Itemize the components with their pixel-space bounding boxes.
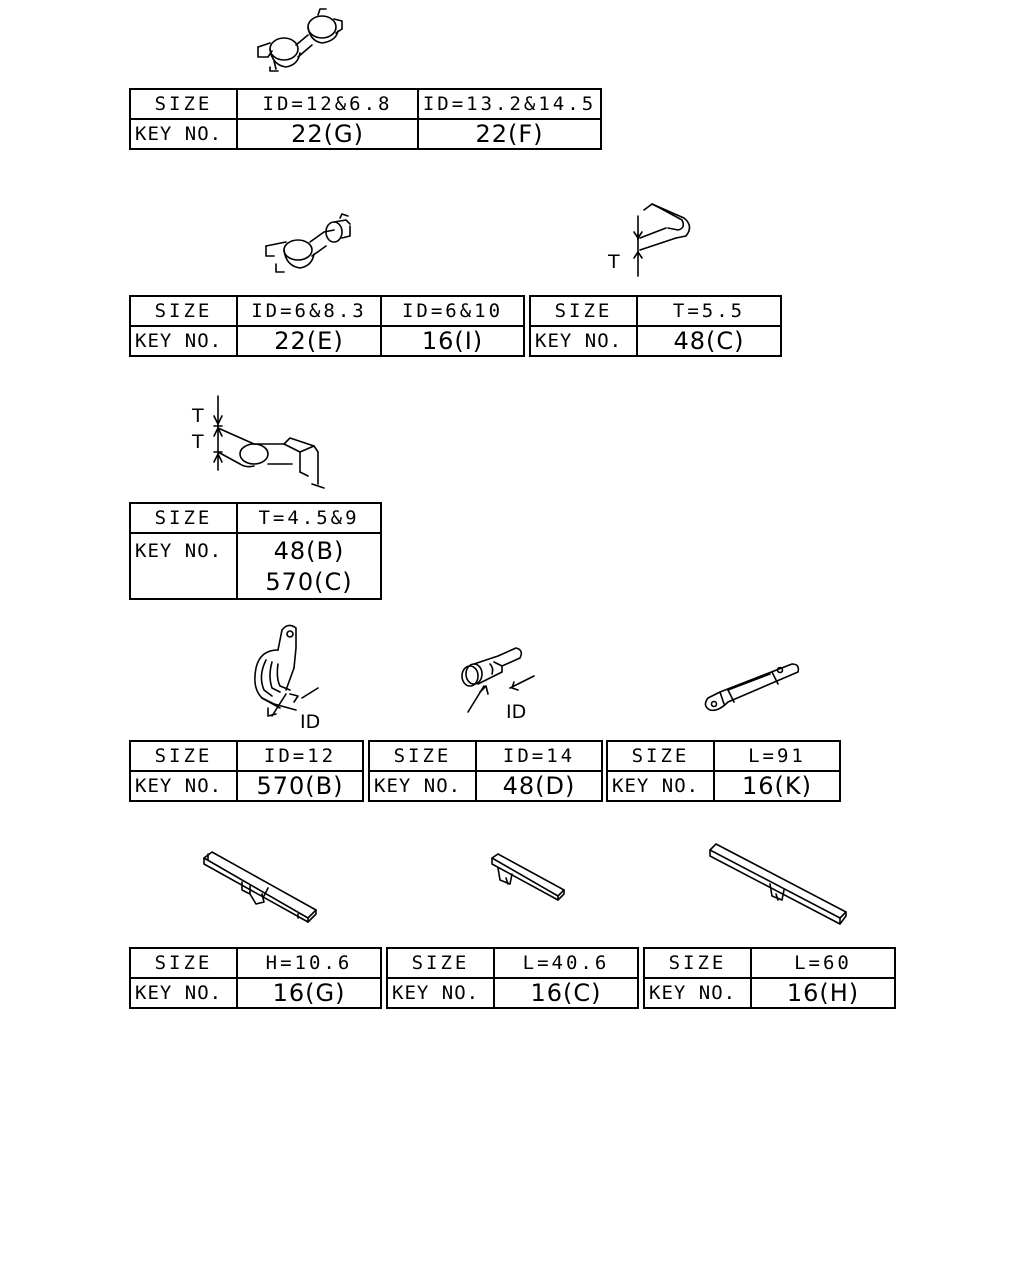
key-value: 16(G) bbox=[237, 978, 381, 1008]
size-row bbox=[130, 948, 381, 978]
size-label: SIZE bbox=[369, 741, 476, 771]
key-value: 22(F) bbox=[418, 119, 601, 149]
spec-table-3 bbox=[529, 295, 782, 357]
spec-table-2 bbox=[129, 295, 525, 357]
clamp-t45-9-illustration bbox=[188, 392, 338, 492]
key-no-label: KEY NO. bbox=[130, 978, 237, 1008]
size-value: ID=6&10 bbox=[381, 296, 524, 326]
t-dimension-label: T bbox=[608, 251, 620, 273]
key-value: 570(C) bbox=[265, 568, 353, 596]
size-label: SIZE bbox=[387, 948, 494, 978]
size-label: SIZE bbox=[130, 89, 237, 119]
key-value: 48(D) bbox=[476, 771, 602, 801]
size-value: ID=14 bbox=[476, 741, 602, 771]
strap-l60-illustration bbox=[704, 838, 854, 928]
key-row bbox=[644, 978, 895, 1008]
key-row bbox=[130, 533, 381, 599]
key-value: 48(C) bbox=[637, 326, 781, 356]
size-row bbox=[644, 948, 895, 978]
bracket-l91-illustration bbox=[698, 652, 808, 722]
size-row bbox=[130, 503, 381, 533]
key-row bbox=[369, 771, 602, 801]
key-no-label-text: KEY NO. bbox=[135, 540, 223, 562]
size-label: SIZE bbox=[130, 503, 237, 533]
spec-table-10 bbox=[643, 947, 896, 1009]
size-row bbox=[130, 296, 524, 326]
key-value: 22(E) bbox=[237, 326, 381, 356]
spec-table-9 bbox=[386, 947, 639, 1009]
key-no-label: KEY NO. bbox=[369, 771, 476, 801]
t-dimension-label-top: T bbox=[192, 405, 204, 427]
size-value: L=40.6 bbox=[494, 948, 638, 978]
key-row bbox=[130, 771, 363, 801]
key-value: 48(B) bbox=[273, 537, 345, 565]
strap-h106-illustration bbox=[198, 848, 322, 928]
spec-table-8 bbox=[129, 947, 382, 1009]
key-no-label: KEY NO. bbox=[607, 771, 714, 801]
size-value: T=4.5&9 bbox=[237, 503, 381, 533]
size-value: ID=12 bbox=[237, 741, 363, 771]
key-value: 22(G) bbox=[237, 119, 418, 149]
size-value: ID=12&6.8 bbox=[237, 89, 418, 119]
key-value: 16(H) bbox=[751, 978, 895, 1008]
clip-id12-illustration bbox=[232, 620, 342, 735]
spec-table-5 bbox=[129, 740, 364, 802]
key-no-label: KEY NO. bbox=[644, 978, 751, 1008]
key-value-cell bbox=[237, 533, 381, 599]
key-no-label: KEY NO. bbox=[130, 119, 237, 149]
clip-id14-illustration bbox=[454, 642, 554, 727]
size-row bbox=[530, 296, 781, 326]
size-label: SIZE bbox=[130, 741, 237, 771]
size-value: L=91 bbox=[714, 741, 840, 771]
size-row bbox=[130, 89, 601, 119]
size-value: L=60 bbox=[751, 948, 895, 978]
t-dimension-label-bottom: T bbox=[192, 431, 204, 453]
size-label: SIZE bbox=[130, 948, 237, 978]
double-clamp-2-illustration bbox=[262, 210, 362, 280]
key-no-label: KEY NO. bbox=[130, 326, 237, 356]
id-dimension-label: ID bbox=[300, 711, 321, 733]
key-no-label: KEY NO. bbox=[387, 978, 494, 1008]
key-value: 16(K) bbox=[714, 771, 840, 801]
spec-table-1 bbox=[129, 88, 602, 150]
double-clamp-1-illustration bbox=[250, 5, 360, 75]
size-label: SIZE bbox=[607, 741, 714, 771]
key-row bbox=[607, 771, 840, 801]
size-row bbox=[369, 741, 602, 771]
key-row bbox=[130, 978, 381, 1008]
strap-l406-illustration bbox=[484, 850, 574, 910]
key-no-label: KEY NO. bbox=[530, 326, 637, 356]
size-value: H=10.6 bbox=[237, 948, 381, 978]
size-label: SIZE bbox=[130, 296, 237, 326]
id-dimension-label: ID bbox=[506, 701, 527, 723]
size-row bbox=[607, 741, 840, 771]
size-row bbox=[130, 741, 363, 771]
spec-table-6 bbox=[368, 740, 603, 802]
key-row bbox=[130, 119, 601, 149]
spec-table-4 bbox=[129, 502, 382, 600]
key-value: 16(I) bbox=[381, 326, 524, 356]
size-value: ID=6&8.3 bbox=[237, 296, 381, 326]
clamp-t55-illustration bbox=[600, 198, 710, 288]
key-no-label bbox=[130, 533, 237, 599]
key-value: 16(C) bbox=[494, 978, 638, 1008]
key-value: 570(B) bbox=[237, 771, 363, 801]
spec-table-7 bbox=[606, 740, 841, 802]
size-value: ID=13.2&14.5 bbox=[418, 89, 601, 119]
key-row bbox=[387, 978, 638, 1008]
size-label: SIZE bbox=[644, 948, 751, 978]
key-no-label: KEY NO. bbox=[130, 771, 237, 801]
key-row bbox=[130, 326, 524, 356]
size-value: T=5.5 bbox=[637, 296, 781, 326]
key-row bbox=[530, 326, 781, 356]
size-label: SIZE bbox=[530, 296, 637, 326]
size-row bbox=[387, 948, 638, 978]
